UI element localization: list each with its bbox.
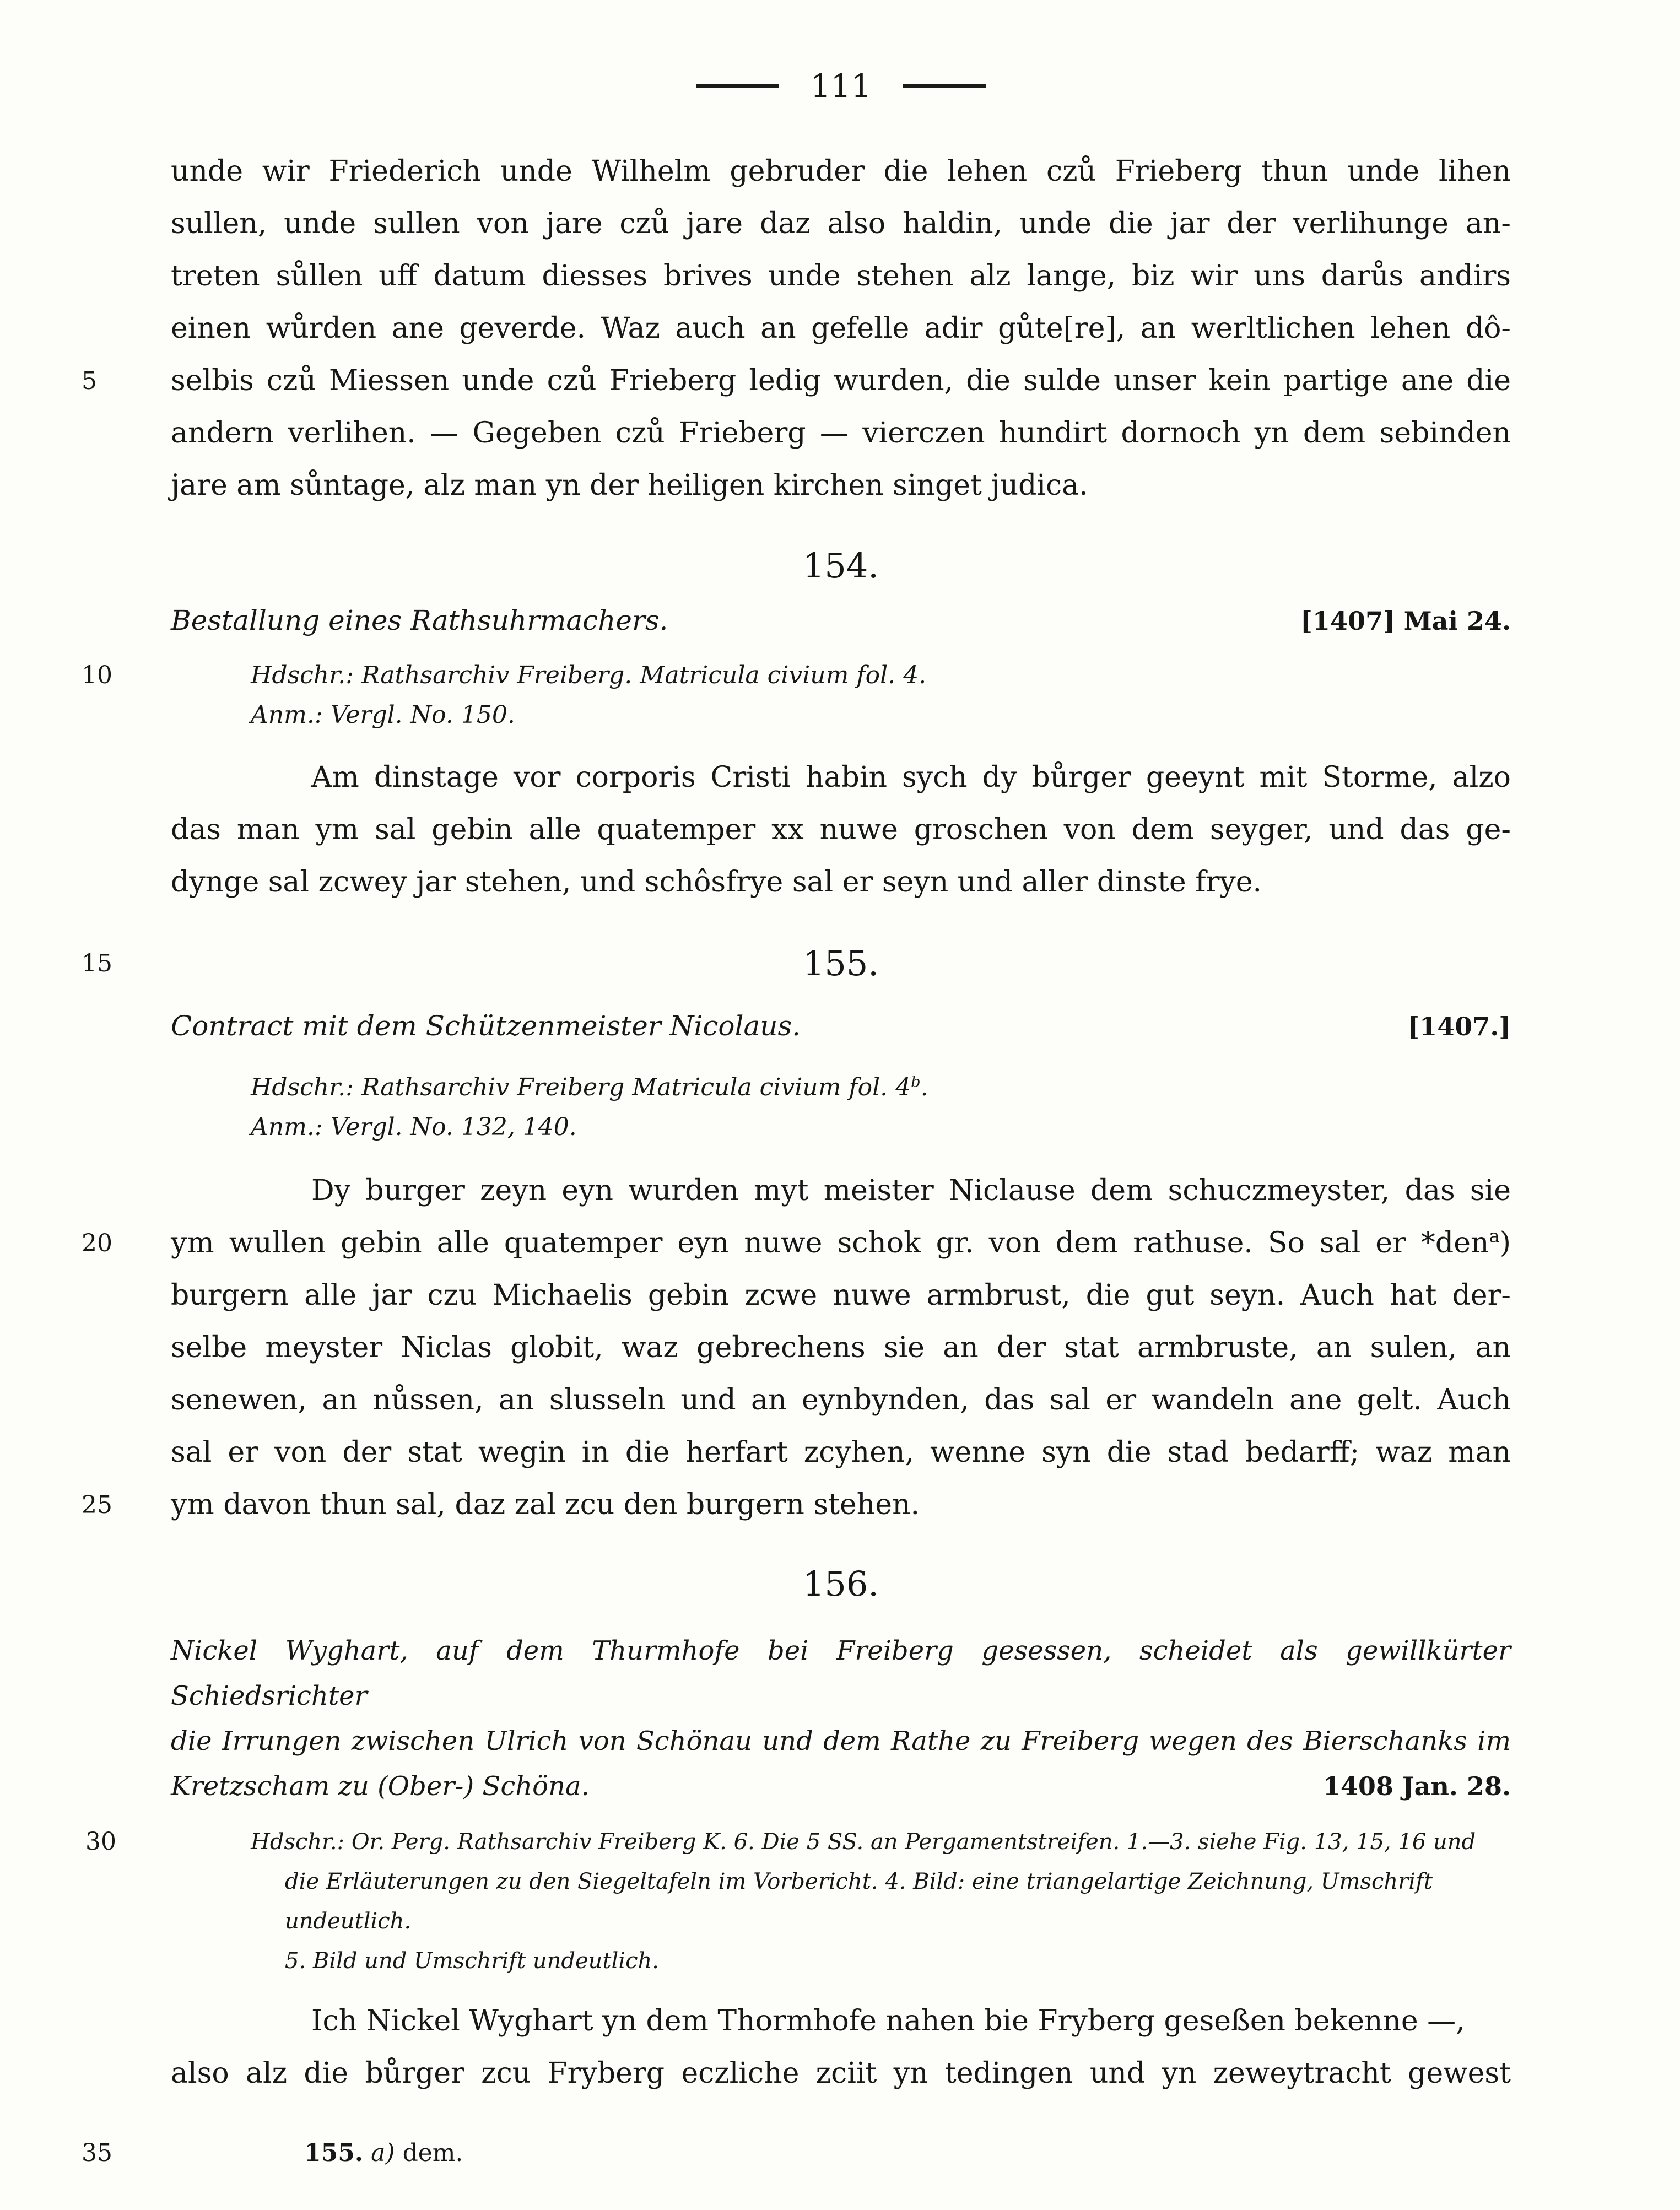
source-note-content: Hdschr.: Rathsarchiv Freiberg. Matricula civium fol. 4.: [251, 661, 927, 689]
section-156: [85, 1563, 1511, 2100]
section-number: 154.: [802, 545, 879, 586]
footnote-text: dem.: [402, 2139, 463, 2167]
text-line: also alz die bůrger zcu Fryberg eczliche zciit yn tedingen und yn zeweytracht gewest: [171, 2057, 1511, 2090]
intro-paragraph: [82, 145, 1511, 512]
source-note-line: [82, 656, 1511, 695]
regest-line-content: Kretzscham zu (Ober-) Schöna.: [171, 1771, 590, 1802]
source-note-line: Anm.: Vergl. No. 150.: [251, 701, 515, 729]
section-body: [171, 1995, 1511, 2100]
source-note-line: 5. Bild und Umschrift undeutlich.: [285, 1948, 659, 1974]
text-line: unde wir Friederich unde Wilhelm gebruder die lehen czů Frieberg thun unde lihen: [171, 155, 1511, 188]
margin-line-number: 25: [82, 1491, 112, 1519]
source-note-content: Hdschr.: Or. Perg. Rathsarchiv Freiberg K. 6. Die 5 SS. an Pergamentstreifen. 1.—3. siehe Fig. 13, 15, 16 und: [251, 1829, 1476, 1855]
margin-line-number: 15: [82, 949, 112, 977]
text-line: andern verlihen. — Gegeben czů Frieberg — vierczen hundirt dornoch yn dem sebinden: [171, 417, 1511, 450]
header-rule-left: [696, 84, 779, 88]
text-line: Am dinstage vor corporis Cristi habin sych dy bůrger geeynt mit Storme, alzo: [311, 761, 1511, 794]
source-note-content: Hdschr.: Rathsarchiv Freiberg Matricula civium fol. 4: [251, 1073, 911, 1101]
source-note-line: die Erläuterungen zu den Siegeltafeln im Vorbericht. 4. Bild: eine triangelartige Zeichnung, Umschrift undeutlich.: [285, 1869, 1433, 1934]
footnote-ref: 155.: [304, 2139, 364, 2167]
text-line-content: ): [1499, 1226, 1511, 1260]
superscript-folio: b: [911, 1073, 921, 1091]
text-block: [82, 0, 1511, 2169]
margin-line-number: 35: [82, 2139, 112, 2167]
text-line-content: ym davon thun sal, daz zal zcu den burgern stehen.: [171, 1488, 920, 1521]
section-number: 156.: [802, 1564, 879, 1604]
margin-line-number: 30: [85, 1828, 116, 1856]
superscript-note-marker: a: [1489, 1225, 1500, 1247]
text-line: sullen, unde sullen von jare czů jare daz also haldin, unde die jar der verlihunge an-: [171, 207, 1511, 240]
text-line: [82, 1479, 1511, 1531]
source-note-content: .: [920, 1073, 928, 1101]
text-line: Ich Nickel Wyghart yn dem Thormhofe nahen bie Fryberg geseßen bekenne —,: [311, 2004, 1465, 2038]
source-note: [85, 1822, 1511, 1981]
source-note: [251, 1068, 1511, 1147]
page-number: 111: [810, 67, 872, 105]
regest-dateline: [171, 1764, 1511, 1809]
text-line: einen wůrden ane geverde. Waz auch an gefelle adir gůte[re], an werltlichen lehen dô-: [171, 312, 1511, 345]
text-line: das man ym sal gebin alle quatemper xx nuwe groschen von dem seyger, und das ge-: [171, 813, 1511, 846]
footnote-body: [304, 2137, 1511, 2169]
text-line: Dy burger zeyn eyn wurden myt meister Niclause dem schuczmeyster, das sie: [311, 1174, 1511, 1207]
header-rule-right: [903, 84, 986, 88]
regest-line: die Irrungen zwischen Ulrich von Schönau und dem Rathe zu Freiberg wegen des Bierschanks im: [171, 1726, 1511, 1757]
section-date: [1407] Mai 24.: [1300, 606, 1511, 636]
regest-line: Nickel Wyghart, auf dem Thurmhofe bei Freiberg gesessen, scheidet als gewillkürter Schiedsrichter: [171, 1635, 1511, 1711]
text-line: jare am sůntage, alz man yn der heiligen kirchen singet judica.: [171, 469, 1088, 502]
running-head: [171, 66, 1511, 106]
text-line: [82, 355, 1511, 407]
source-note-line: Anm.: Vergl. No. 132, 140.: [251, 1113, 577, 1141]
text-line: [82, 1217, 1511, 1269]
section-155: [82, 943, 1511, 1531]
text-line: senewen, an nůssen, an slusseln und an eynbynden, das sal er wandeln ane gelt. Auch: [171, 1384, 1511, 1417]
section-title: Bestallung eines Rathsuhrmachers.: [171, 604, 668, 636]
footnote-marker: a): [371, 2139, 395, 2167]
section-title: Contract mit dem Schützenmeister Nicolaus.: [171, 1010, 801, 1042]
text-line-content: selbis czů Miessen unde czů Frieberg ledig wurden, die sulde unser kein partige ane die: [171, 364, 1511, 397]
section-date: [1407.]: [1407, 1012, 1511, 1041]
footnote: [82, 2137, 1511, 2169]
section-heading: [171, 602, 1511, 639]
section-number: [82, 943, 1511, 985]
section-body: [82, 1165, 1511, 1531]
source-note: [82, 656, 1511, 735]
section-154: [82, 545, 1511, 909]
text-line: treten sůllen uff datum diesses brives unde stehen alz lange, biz wir uns darůs andirs: [171, 260, 1511, 293]
section-number-text: 155.: [802, 943, 879, 984]
source-note-line: [85, 1822, 1511, 1862]
section-heading: [171, 1628, 1511, 1809]
text-line: sal er von der stat wegin in die herfart zcyhen, wenne syn die stad bedarff; waz man: [171, 1436, 1511, 1469]
section-body: [171, 752, 1511, 909]
margin-line-number: 5: [82, 367, 97, 395]
text-line: selbe meyster Niclas globit, waz gebrechens sie an der stat armbruste, an sulen, an: [171, 1331, 1511, 1364]
margin-line-number: 20: [82, 1229, 112, 1257]
text-line: dynge sal zcwey jar stehen, und schôsfrye sal er seyn und aller dinste frye.: [171, 866, 1262, 899]
text-line: burgern alle jar czu Michaelis gebin zcwe nuwe armbrust, die gut seyn. Auch hat der-: [171, 1279, 1511, 1312]
section-heading: [171, 1008, 1511, 1045]
source-note-line: [251, 1068, 1511, 1107]
section-date: 1408 Jan. 28.: [1322, 1771, 1511, 1801]
text-line-content: ym wullen gebin alle quatemper eyn nuwe schok gr. von dem rathuse. So sal er *den: [171, 1226, 1489, 1260]
margin-line-number: 10: [82, 661, 112, 689]
